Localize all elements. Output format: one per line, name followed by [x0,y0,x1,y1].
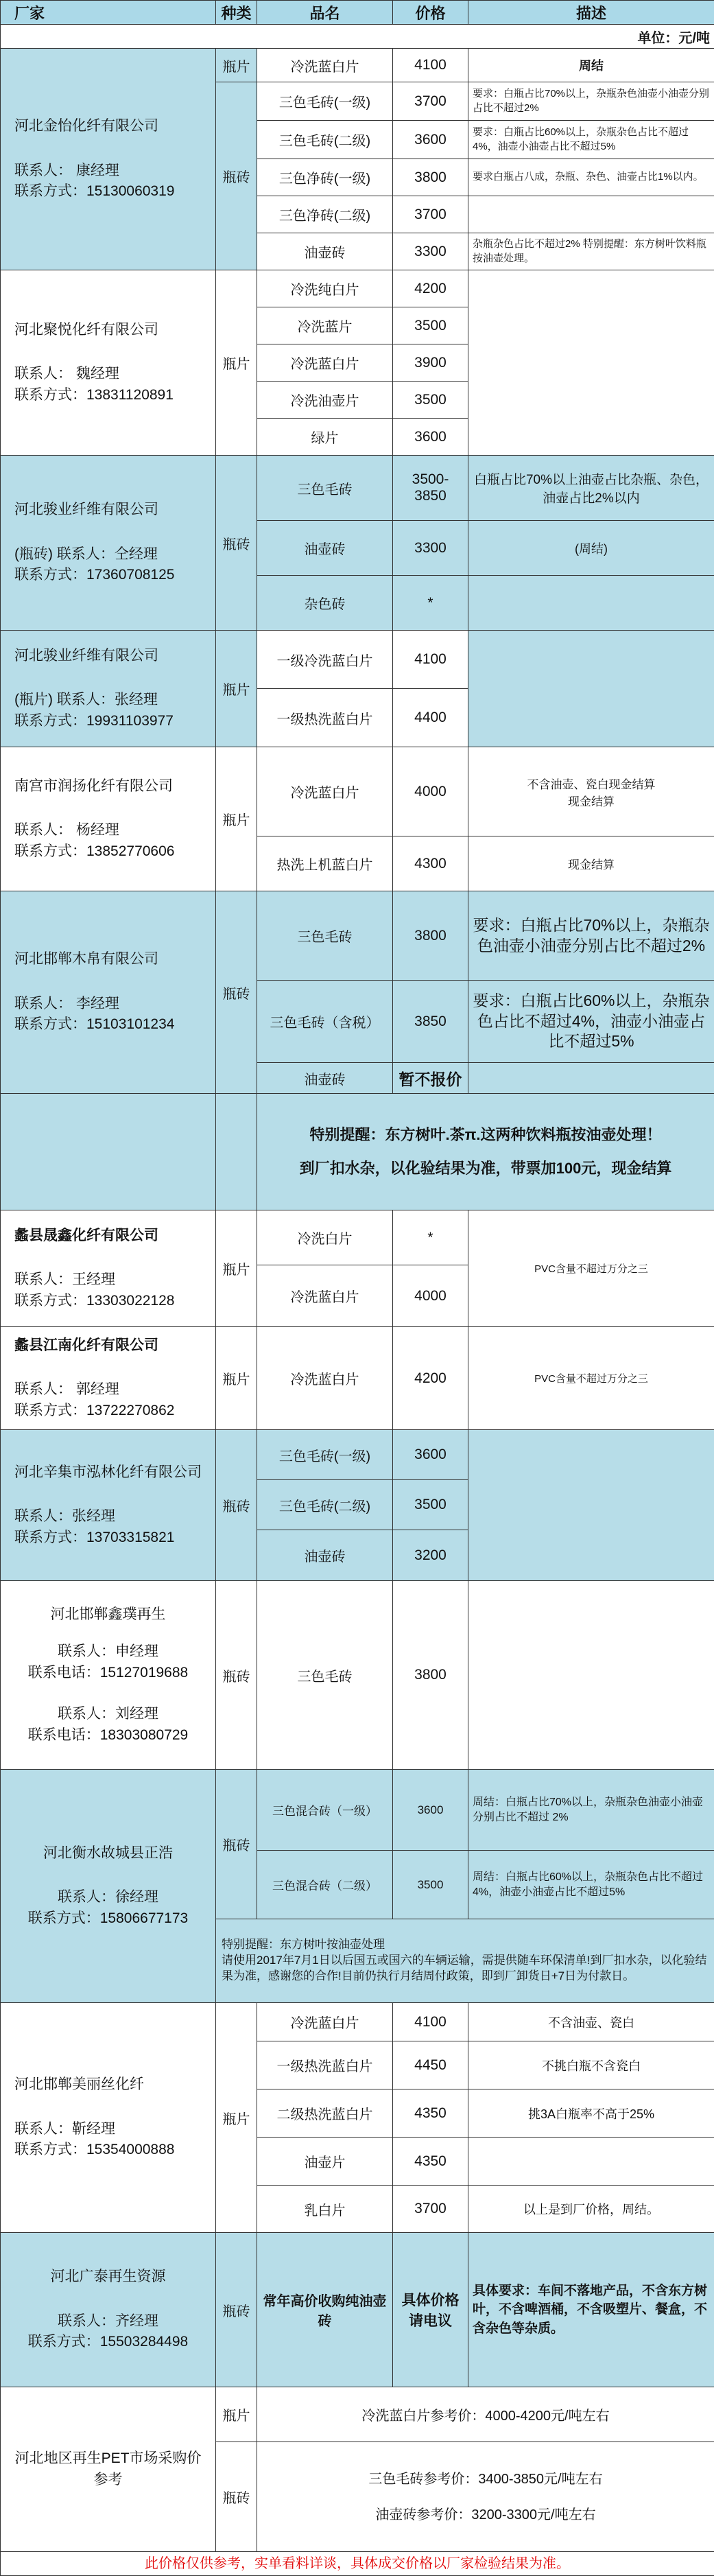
vendor-contact: 联系人：齐经理 联系方式：15503284498 [14,2311,202,2353]
price-cell: 3500 [393,382,468,419]
vendor-name: 河北金怡化纤有限公司 [14,116,202,137]
price-cell: 4000 [393,747,468,836]
price-cell: 4100 [393,49,468,82]
product-cell: 乳白片 [257,2186,393,2233]
table-row [1,631,714,689]
vendor-cell [1,1430,216,1581]
vendor-cell [1,49,216,270]
price-cell: 4100 [393,631,468,689]
price-cell: 4200 [393,1327,468,1430]
notice-cell [257,1094,714,1210]
price-cell: 3500 [393,1851,468,1919]
vendor-contact: 联系人： 郭经理 联系方式：13722270862 [14,1379,202,1421]
product-cell: 三色混合砖（二级） [257,1851,393,1919]
product-cell: 常年高价收购纯油壶砖 [257,2233,393,2387]
desc-cell [468,1581,714,1770]
price-cell: 3600 [393,1430,468,1480]
product-cell: 油壶砖 [257,1063,393,1094]
desc-cell: 要求：白瓶占比70%以上，杂瓶杂色油壶小油壶分别占比不超过2% [468,82,714,121]
type-spacer [216,1094,257,1210]
desc-cell [468,576,714,631]
product-cell: 热洗上机蓝白片 [257,836,393,891]
product-cell: 一级冷洗蓝白片 [257,631,393,689]
desc-cell [468,196,714,233]
vendor-cell [1,747,216,891]
vendor-name: 南宫市润扬化纤有限公司 [14,776,202,797]
notice-line: 到厂扣水杂，以化验结果为准，带票加100元，现金结算 [261,1152,710,1185]
product-cell: 一级热洗蓝白片 [257,689,393,747]
reference-price: 油壶砖参考价：3200-3300元/吨左右 [261,2497,710,2533]
vendor-contact: 联系人：张经理 联系方式：13703315821 [14,1506,202,1548]
vendor-contact: 联系人：靳经理 联系方式：15354000888 [14,2119,202,2161]
price-cell: 3900 [393,344,468,382]
product-cell: 三色毛砖(一级) [257,82,393,121]
table-row [1,891,714,981]
product-cell: 三色毛砖(一级) [257,1430,393,1480]
product-cell: 冷洗蓝白片 [257,49,393,82]
desc-cell: 要求：白瓶占比60%以上，杂瓶杂色占比不超过4%，油壶小油壶占比不超过5% [468,121,714,159]
table-row [1,1327,714,1430]
table-row [1,1430,714,1480]
product-cell: 三色混合砖（一级） [257,1770,393,1851]
price-cell: 4450 [393,2041,468,2089]
table-row [1,2003,714,2041]
type-cell: 瓶片 [216,1210,257,1327]
desc-cell: 具体要求：车间不落地产品，不含东方树叶，不含啤酒桶，不含吸塑片、餐盒，不含杂色等杂质。 [468,2233,714,2387]
price-cell: 3300 [393,233,468,270]
price-cell: 4350 [393,2138,468,2186]
product-cell: 二级热洗蓝白片 [257,2089,393,2138]
product-cell: 一级热洗蓝白片 [257,2041,393,2089]
vendor-cell [1,631,216,747]
notice-cell: 特别提醒：东方树叶按油壶处理 请使用2017年7月1日以后国五或国六的车辆运输，需提供随车环保清单!到厂扣水杂，以化验结果为准，感谢您的合作!目前仍执行月结周付政策，即到厂卸货日+7日为付款日。 [216,1919,714,2003]
price-cell: 4350 [393,2089,468,2138]
product-cell: 三色净砖(一级) [257,159,393,196]
type-cell: 瓶砖 [216,1581,257,1770]
desc-cell [468,1430,714,1581]
table-row [1,2233,714,2387]
product-cell: 油壶砖 [257,233,393,270]
price-cell: 3300 [393,521,468,576]
price-cell: 3700 [393,196,468,233]
product-cell: 油壶砖 [257,1530,393,1581]
price-cell: 3500 [393,1480,468,1530]
desc-cell [468,2138,714,2186]
vendor-name: 河北辛集市泓林化纤有限公司 [14,1462,202,1483]
vendor-name: 河北骏业纤维有限公司 [14,646,202,666]
table-row [1,747,714,836]
product-cell: 冷洗油壶片 [257,382,393,419]
header-row [1,1,714,25]
vendor-contact: 联系人： 李经理 联系方式：15103101234 [14,994,202,1035]
product-cell: 冷洗蓝白片 [257,344,393,382]
desc-cell: 不含油壶、瓷白 [468,2003,714,2041]
desc-cell: 要求：白瓶占比70%以上，杂瓶杂色油壶小油壶分别占比不超过2% [468,891,714,981]
desc-cell: 杂瓶杂色占比不超过2% 特别提醒：东方树叶饮料瓶按油壶处理。 [468,233,714,270]
desc-cell: 不挑白瓶不含瓷白 [468,2041,714,2089]
table-row [1,1581,714,1770]
vendor-cell [1,891,216,1094]
product-cell: 三色毛砖 [257,891,393,981]
desc-cell: (周结) [468,521,714,576]
price-cell: 4000 [393,1265,468,1327]
desc-cell [468,1063,714,1094]
desc-cell: 以上是到厂价格，周结。 [468,2186,714,2233]
desc-cell: 白瓶占比70%以上油壶占比杂瓶、杂色，油壶占比2%以内 [468,456,714,521]
type-cell: 瓶砖 [216,1770,257,1919]
type-cell: 瓶片 [216,270,257,456]
price-cell: 暂不报价 [393,1063,468,1094]
price-cell: * [393,1210,468,1265]
desc-cell [468,270,714,456]
vendor-contact: (瓶片) 联系人：张经理 联系方式：19931103977 [14,690,202,731]
vendor-name: 河北邯郸木帛有限公司 [14,949,202,970]
desc-cell: 周结：白瓶占比70%以上，杂瓶杂色油壶小油壶分别占比不超过 2% [468,1770,714,1851]
price-cell: 4300 [393,836,468,891]
vendor-cell [1,270,216,456]
reference-price-group [257,2442,714,2552]
vendor-name: 蠡县晟鑫化纤有限公司 [14,1226,202,1246]
vendor-name: 蠡县江南化纤有限公司 [14,1335,202,1356]
table-row [1,2387,714,2442]
product-cell: 三色毛砖（含税） [257,981,393,1063]
type-cell: 瓶砖 [216,2442,257,2552]
product-cell: 冷洗蓝白片 [257,747,393,836]
vendor-name: 河北骏业纤维有限公司 [14,500,202,520]
vendor-cell [1,456,216,631]
price-cell: 4400 [393,689,468,747]
price-cell: 3600 [393,419,468,456]
header-desc: 描述 [468,1,714,25]
product-cell: 冷洗纯白片 [257,270,393,307]
table-row [1,1770,714,1851]
product-cell: 绿片 [257,419,393,456]
reference-price: 三色毛砖参考价：3400-3850元/吨左右 [261,2461,710,2497]
vendor-contact: 联系人： 魏经理 联系方式：13831120891 [14,364,202,406]
type-cell: 瓶砖 [216,891,257,1094]
footer-note: 此价格仅供参考，实单看料详谈，具体成交价格以厂家检验结果为准。 [1,2552,714,2576]
type-cell: 瓶砖 [216,82,257,270]
price-cell: * [393,576,468,631]
reference-price: 冷洗蓝白片参考价：4000-4200元/吨左右 [257,2387,714,2442]
product-cell: 三色毛砖 [257,456,393,521]
vendor-name: 河北聚悦化纤有限公司 [14,320,202,340]
price-cell: 3850 [393,981,468,1063]
type-cell: 瓶片 [216,2387,257,2442]
vendor-name: 河北广泰再生资源 [14,2267,202,2287]
price-cell: 3200 [393,1530,468,1581]
price-cell: 3800 [393,159,468,196]
product-cell: 油壶砖 [257,521,393,576]
desc-cell: 现金结算 [468,836,714,891]
type-cell: 瓶片 [216,49,257,82]
vendor-cell [1,1770,216,2003]
type-cell: 瓶砖 [216,2233,257,2387]
product-cell: 三色毛砖(二级) [257,1480,393,1530]
product-cell: 冷洗白片 [257,1210,393,1265]
vendor-contact: (瓶砖) 联系人：仝经理 联系方式：17360708125 [14,544,202,586]
price-cell: 3500 [393,307,468,344]
product-cell: 三色毛砖(二级) [257,121,393,159]
vendor-contact: 联系人： 杨经理 联系方式：13852770606 [14,820,202,862]
product-cell: 杂色砖 [257,576,393,631]
type-cell: 瓶砖 [216,456,257,631]
price-cell: 4100 [393,2003,468,2041]
footer-row [1,2552,714,2576]
vendor-name: 河北邯郸鑫璞再生 [14,1604,202,1625]
desc-cell: PVC含量不超过万分之三 [468,1210,714,1327]
price-cell: 4200 [393,270,468,307]
desc-cell [468,631,714,747]
product-cell: 油壶片 [257,2138,393,2186]
price-cell: 3800 [393,891,468,981]
price-cell: 3600 [393,1770,468,1851]
notice-line: 特别提醒：东方树叶.茶π.这两种饮料瓶按油壶处理！ [261,1119,710,1151]
vendor-contact: 联系人：王经理 联系方式：13303022128 [14,1269,202,1311]
desc-cell: PVC含量不超过万分之三 [468,1327,714,1430]
header-type: 种类 [216,1,257,25]
vendor-contact: 联系人： 康经理 联系方式：15130060319 [14,161,202,202]
table-row [1,49,714,82]
desc-cell: 挑3A白瓶率不高于25% [468,2089,714,2138]
price-cell: 3800 [393,1581,468,1770]
vendor-cell [1,2233,216,2387]
header-vendor: 厂家 [1,1,216,25]
vendor-spacer [1,1094,216,1210]
desc-cell: 要求白瓶占八成，杂瓶、杂色、油壶占比1%以内。 [468,159,714,196]
price-cell: 3700 [393,2186,468,2233]
price-cell: 3700 [393,82,468,121]
price-cell: 3500-3850 [393,456,468,521]
header-price: 价格 [393,1,468,25]
product-cell: 三色毛砖 [257,1581,393,1770]
desc-cell: 周结 [468,49,714,82]
table-row [1,1210,714,1265]
notice-row [1,1094,714,1210]
vendor-cell [1,2003,216,2233]
vendor-contact: 联系人：徐经理 联系方式：15806677173 [14,1887,202,1929]
product-cell: 冷洗蓝片 [257,307,393,344]
desc-cell: 周结：白瓶占比60%以上，杂瓶杂色占比不超过4%，油壶小油壶占比不超过5% [468,1851,714,1919]
vendor-name: 河北邯郸美丽丝化纤 [14,2074,202,2095]
unit-row [1,25,714,49]
vendor-cell [1,1210,216,1327]
vendor-cell [1,1581,216,1770]
vendor-cell: 河北地区再生PET市场采购价参考 [1,2387,216,2552]
desc-cell: 不含油壶、瓷白现金结算 现金结算 [468,747,714,836]
product-cell: 三色净砖(二级) [257,196,393,233]
desc-cell: 要求：白瓶占比60%以上，杂瓶杂色占比不超过4%，油壶小油壶占比不超过5% [468,981,714,1063]
type-cell: 瓶片 [216,631,257,747]
unit-label: 单位：元/吨 [1,25,714,49]
type-cell: 瓶片 [216,1327,257,1430]
price-cell: 3600 [393,121,468,159]
type-cell: 瓶片 [216,2003,257,2233]
product-cell: 冷洗蓝白片 [257,1265,393,1327]
table-row [1,456,714,521]
vendor-cell [1,1327,216,1430]
type-cell: 瓶砖 [216,1430,257,1581]
vendor-contact: 联系人：申经理 联系电话：15127019688 联系人：刘经理 联系电话：18303080729 [14,1641,202,1746]
vendor-name: 河北衡水故城县正浩 [14,1843,202,1864]
table-row [1,270,714,307]
product-cell: 冷洗蓝白片 [257,2003,393,2041]
type-cell: 瓶片 [216,747,257,891]
product-cell: 冷洗蓝白片 [257,1327,393,1430]
header-product: 品名 [257,1,393,25]
price-cell: 具体价格请电议 [393,2233,468,2387]
